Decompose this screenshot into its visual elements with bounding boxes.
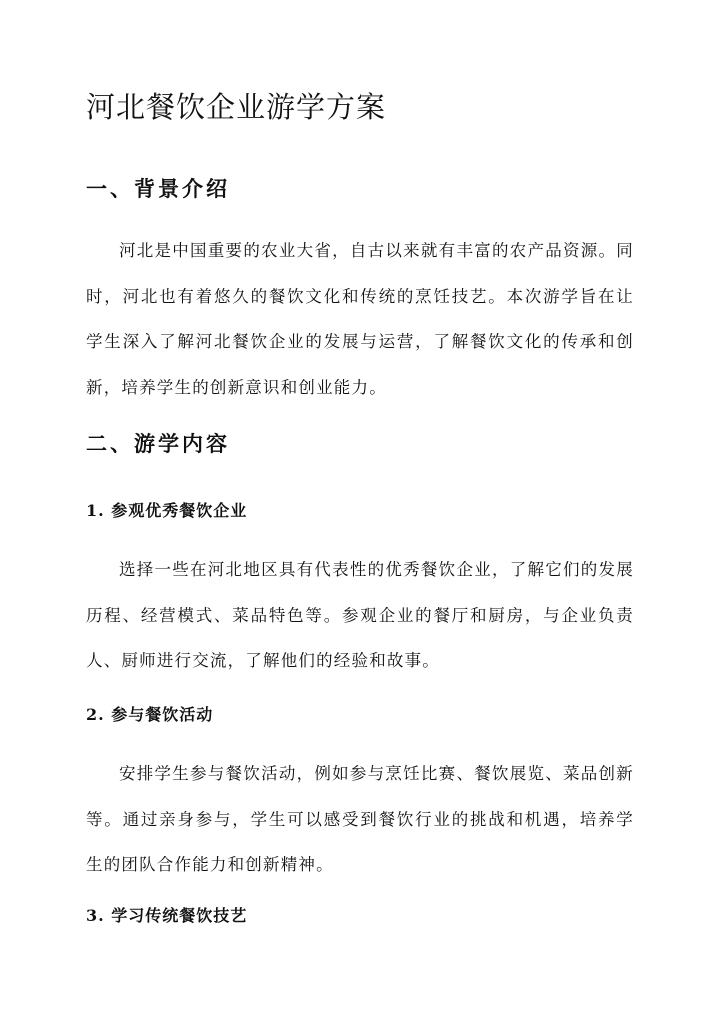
activities-paragraph: 安排学生参与餐饮活动，例如参与烹饪比赛、餐饮展览、菜品创新等。通过亲身参与，学生可以感受到餐饮行业的挑战和机遇，培养学生的团队合作能力和创新精神。	[86, 764, 634, 874]
section-heading-content: 二、游学内容	[86, 431, 230, 456]
subsection-heading-visit: 1. 参观优秀餐饮企业	[86, 501, 248, 520]
visit-paragraph: 选择一些在河北地区具有代表性的优秀餐饮企业，了解它们的发展历程、经营模式、菜品特色等。参观企业的餐厅和厨房，与企业负责人、厨师进行交流，了解他们的经验和故事。	[86, 560, 634, 670]
background-paragraph: 河北是中国重要的农业大省，自古以来就有丰富的农产品资源。同时，河北也有着悠久的餐饮文化和传统的烹饪技艺。本次游学旨在让学生深入了解河北餐饮企业的发展与运营，了解餐饮文化的传承和创新，培养学生的创新意识和创业能力。	[86, 241, 634, 397]
subsection-heading-activities: 2. 参与餐饮活动	[86, 705, 214, 724]
document-title: 河北餐饮企业游学方案	[86, 90, 387, 124]
subsection-heading-traditional-skills: 3. 学习传统餐饮技艺	[86, 906, 248, 925]
section-heading-background: 一、背景介绍	[86, 176, 230, 201]
